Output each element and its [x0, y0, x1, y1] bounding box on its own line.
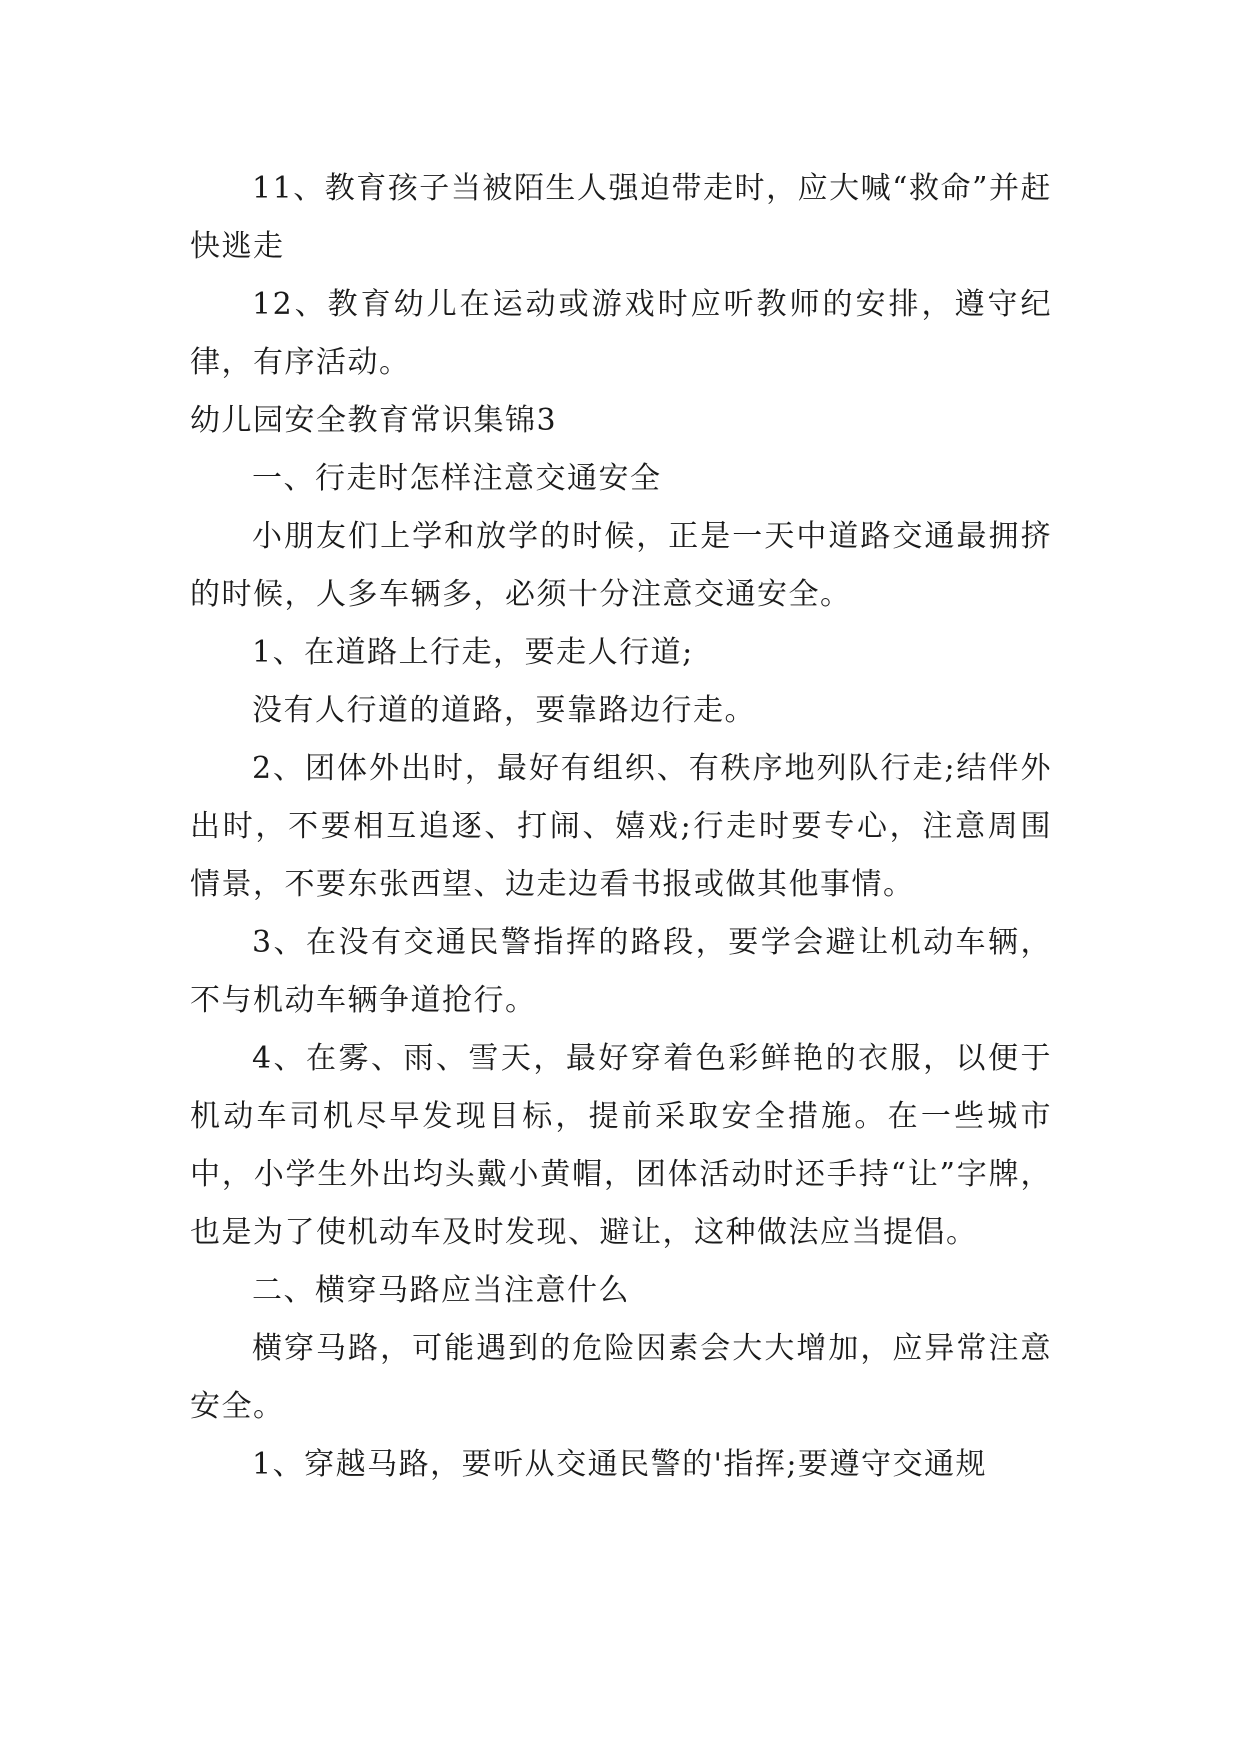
section-heading: 幼儿园安全教育常识集锦3: [190, 403, 558, 438]
paragraph-item-12: 12、教育幼儿在运动或游戏时应听教师的安排，遵守纪律，有序活动。: [190, 287, 1052, 380]
paragraph-item-4: 4、在雾、雨、雪天，最好穿着色彩鲜艳的衣服，以便于机动车司机尽早发现目标，提前采取安全措施。在一些城市中，小学生外出均头戴小黄帽，团体活动时还手持“让”字牌，也是为了使机动车及时发现、避让，这种做法应当提倡。: [190, 1041, 1052, 1250]
paragraph-item-1-cont: 没有人行道的道路，要靠路边行走。: [252, 693, 756, 728]
document-body: [190, 160, 1052, 1494]
subheading-crossing-road: 二、横穿马路应当注意什么: [252, 1273, 630, 1308]
paragraph-item-2: 2、团体外出时，最好有组织、有秩序地列队行走;结伴外出时，不要相互追逐、打闹、嬉戏;行走时要专心，注意周围情景，不要东张西望、边走边看书报或做其他事情。: [190, 751, 1052, 902]
paragraph-item-11: 11、教育孩子当被陌生人强迫带走时，应大喊“救命”并赶快逃走: [190, 171, 1052, 264]
paragraph-item-3: 3、在没有交通民警指挥的路段，要学会避让机动车辆，不与机动车辆争道抢行。: [190, 925, 1052, 1018]
paragraph-item-1: 1、在道路上行走，要走人行道;: [252, 635, 694, 670]
paragraph-intro: 小朋友们上学和放学的时候，正是一天中道路交通最拥挤的时候，人多车辆多，必须十分注意交通安全。: [190, 519, 1052, 612]
paragraph-crossing-item-1: 1、穿越马路，要听从交通民警的'指挥;要遵守交通规: [252, 1447, 987, 1482]
subheading-walking-safety: 一、行走时怎样注意交通安全: [252, 461, 662, 496]
paragraph-crossing-intro: 横穿马路，可能遇到的危险因素会大大增加，应异常注意安全。: [190, 1331, 1052, 1424]
